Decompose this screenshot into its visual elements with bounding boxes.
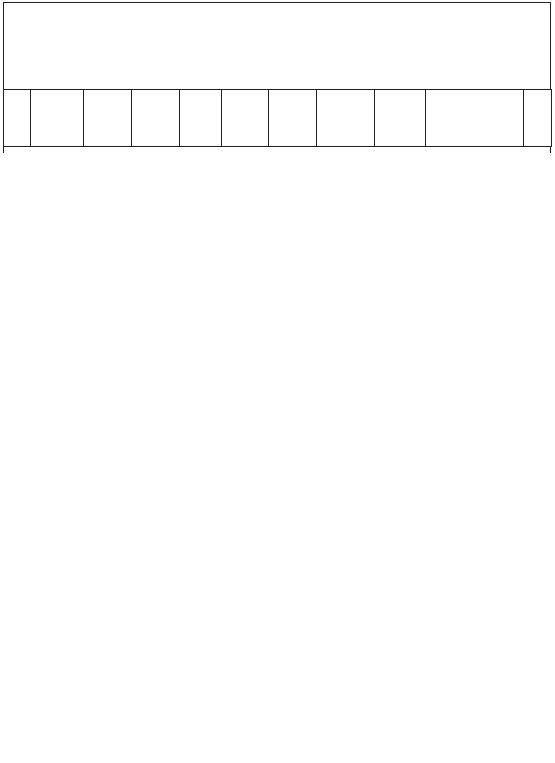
header-row bbox=[4, 90, 552, 147]
title-block bbox=[3, 2, 551, 89]
title-line1 bbox=[4, 3, 550, 10]
page-break bbox=[3, 147, 551, 153]
header-cell bbox=[31, 90, 84, 147]
header-cell bbox=[524, 90, 552, 147]
header-cell bbox=[426, 90, 524, 147]
header-cell bbox=[269, 90, 317, 147]
header-cell bbox=[4, 90, 31, 147]
header-cell bbox=[84, 90, 132, 147]
header-cell bbox=[222, 90, 269, 147]
header-cell bbox=[317, 90, 375, 147]
title-line2 bbox=[4, 10, 550, 22]
recruitment-sheet bbox=[3, 2, 551, 153]
header-cell bbox=[375, 90, 426, 147]
position-table-top bbox=[3, 89, 552, 147]
header-cell bbox=[132, 90, 180, 147]
header-cell bbox=[180, 90, 222, 147]
